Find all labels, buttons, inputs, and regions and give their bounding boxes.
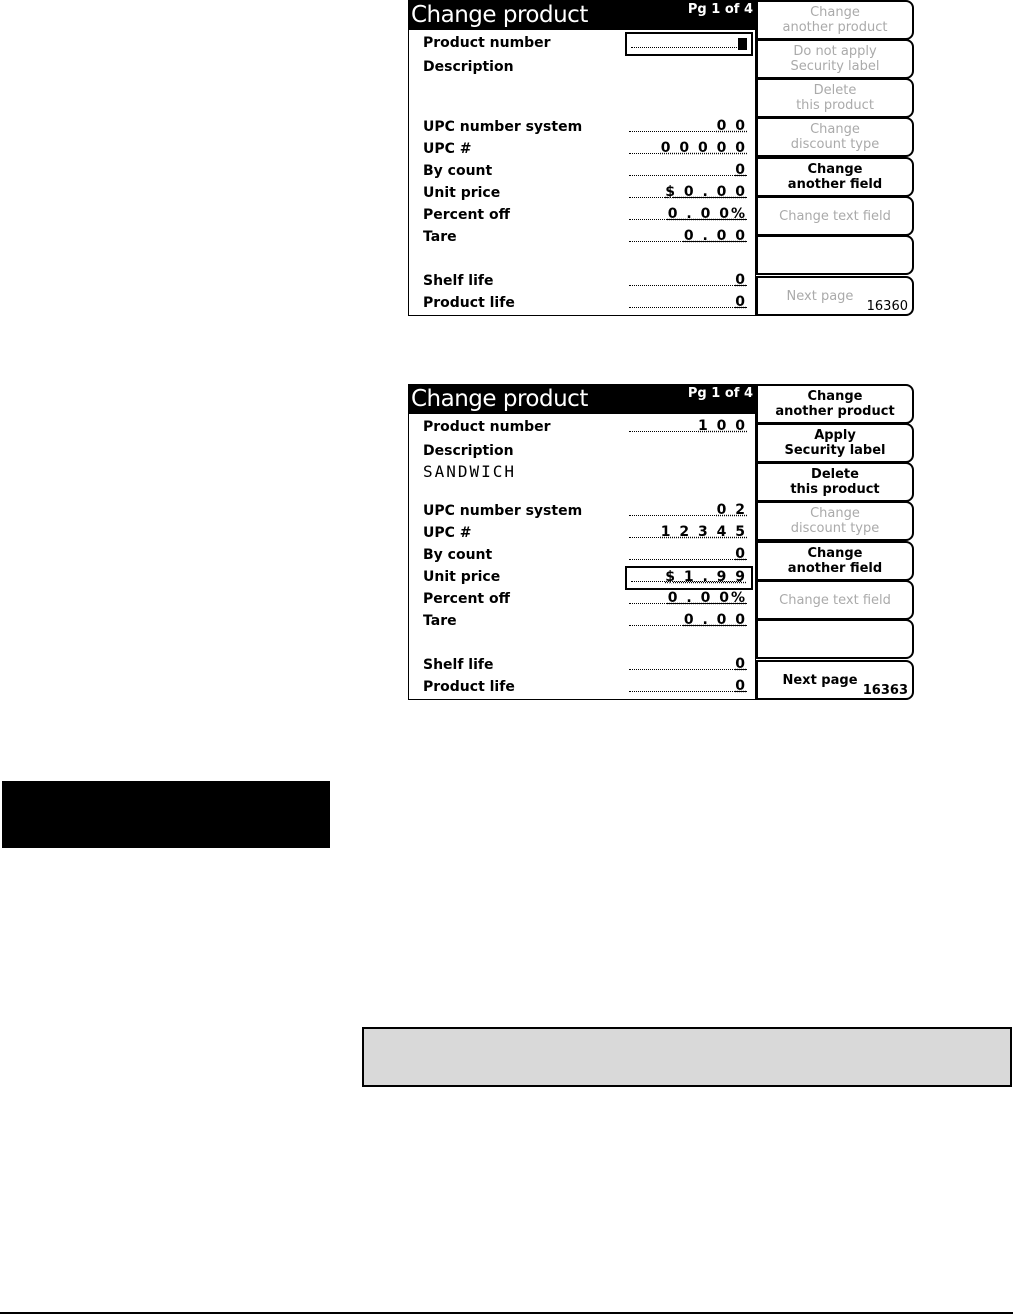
- blank-softkey[interactable]: [756, 619, 914, 659]
- field-label: Product number: [423, 419, 551, 435]
- field-value: 1 2 3 4 5: [660, 524, 747, 540]
- title-bar: [409, 385, 755, 414]
- field-by-count[interactable]: [409, 544, 755, 566]
- dot-leader: [631, 47, 741, 48]
- field-label: Product life: [423, 295, 515, 311]
- change-product-screen-1: [408, 0, 914, 316]
- change-another-product-button[interactable]: Change another product: [756, 384, 914, 424]
- dot-leader: [629, 691, 747, 692]
- apply-security-label-button[interactable]: Apply Security label: [756, 423, 914, 463]
- field-value: 0: [735, 546, 747, 562]
- field-value: 0 2: [716, 502, 747, 518]
- field-label: Product number: [423, 35, 551, 51]
- field-value: 0 . 0 0%: [667, 206, 747, 222]
- softkey-panel: [756, 384, 914, 700]
- dot-leader: [629, 175, 747, 176]
- change-text-field-button[interactable]: Change text field: [756, 196, 914, 236]
- change-text-field-button[interactable]: Change text field: [756, 580, 914, 620]
- text-cursor: [738, 38, 747, 50]
- field-value: 0 0 0 0 0: [660, 140, 747, 156]
- field-value: 0 . 0 0: [683, 612, 747, 628]
- blank-softkey[interactable]: [756, 235, 914, 275]
- field-upc-number-system[interactable]: [409, 116, 755, 138]
- field-percent-off[interactable]: [409, 204, 755, 226]
- field-value: 1 0 0: [698, 418, 747, 434]
- field-label: Tare: [423, 613, 457, 629]
- dot-leader: [629, 669, 747, 670]
- field-value: $ 1 . 9 9: [665, 569, 747, 585]
- field-label: UPC number system: [423, 503, 583, 519]
- field-label: UPC number system: [423, 119, 583, 135]
- product-form: [408, 0, 756, 316]
- page-indicator: Pg 1 of 4: [687, 2, 753, 17]
- next-page-button[interactable]: Next page 16363: [756, 660, 914, 700]
- change-another-product-button[interactable]: Change another product: [756, 0, 914, 40]
- field-label: By count: [423, 163, 493, 179]
- page-bottom-rule: [0, 1312, 1013, 1314]
- softkey-panel: [756, 0, 914, 316]
- field-tare[interactable]: [409, 610, 755, 632]
- field-shelf-life[interactable]: [409, 654, 755, 676]
- field-label: UPC #: [423, 525, 472, 541]
- field-label: Percent off: [423, 591, 510, 607]
- field-tare[interactable]: [409, 226, 755, 248]
- field-value: 0: [735, 294, 747, 310]
- do-not-apply-security-label-button[interactable]: Do not apply Security label: [756, 39, 914, 79]
- next-page-button[interactable]: Next page 16360: [756, 276, 914, 316]
- field-value: 0 0: [716, 118, 747, 134]
- field-value: 0 . 0 0%: [667, 590, 747, 606]
- field-upc[interactable]: [409, 138, 755, 160]
- screen-title: Change product: [411, 386, 588, 412]
- product-number-input[interactable]: [625, 32, 753, 56]
- field-label: Shelf life: [423, 657, 494, 673]
- dot-leader: [629, 285, 747, 286]
- field-product-number[interactable]: [409, 32, 755, 54]
- black-heading-box: [2, 781, 330, 848]
- field-product-number[interactable]: [409, 416, 755, 438]
- field-upc-number-system[interactable]: [409, 500, 755, 522]
- field-unit-price[interactable]: [409, 566, 755, 588]
- page-indicator: Pg 1 of 4: [687, 386, 753, 401]
- dot-leader: [629, 307, 747, 308]
- change-discount-type-button[interactable]: Change discount type: [756, 117, 914, 157]
- change-another-field-button[interactable]: Change another field: [756, 157, 914, 197]
- description-value: SANDWICH: [423, 462, 517, 481]
- field-description[interactable]: [409, 440, 755, 462]
- field-value: 0: [735, 656, 747, 672]
- figure-number: 16363: [862, 683, 908, 698]
- field-by-count[interactable]: [409, 160, 755, 182]
- field-value: 0 . 0 0: [683, 228, 747, 244]
- field-upc[interactable]: [409, 522, 755, 544]
- field-label: Shelf life: [423, 273, 494, 289]
- field-label: Tare: [423, 229, 457, 245]
- unit-price-input[interactable]: [625, 566, 753, 590]
- dot-leader: [629, 559, 747, 560]
- field-label: By count: [423, 547, 493, 563]
- field-value: $ 0 . 0 0: [665, 184, 747, 200]
- field-value: 0: [735, 678, 747, 694]
- change-product-screen-2: [408, 384, 914, 700]
- delete-product-button[interactable]: Delete this product: [756, 78, 914, 118]
- field-value: 0: [735, 162, 747, 178]
- field-label: Product life: [423, 679, 515, 695]
- field-label: Description: [423, 443, 514, 459]
- title-bar: [409, 1, 755, 30]
- change-another-field-button[interactable]: Change another field: [756, 541, 914, 581]
- field-label: UPC #: [423, 141, 472, 157]
- note-box: [362, 1027, 1012, 1087]
- field-label: Unit price: [423, 569, 501, 585]
- field-label: Percent off: [423, 207, 510, 223]
- field-percent-off[interactable]: [409, 588, 755, 610]
- figure-number: 16360: [866, 299, 908, 314]
- product-form: [408, 384, 756, 700]
- change-discount-type-button[interactable]: Change discount type: [756, 501, 914, 541]
- screen-title: Change product: [411, 2, 588, 28]
- delete-product-button[interactable]: Delete this product: [756, 462, 914, 502]
- field-shelf-life[interactable]: [409, 270, 755, 292]
- field-product-life[interactable]: [409, 292, 755, 314]
- field-value: 0: [735, 272, 747, 288]
- field-description[interactable]: [409, 56, 755, 78]
- field-label: Description: [423, 59, 514, 75]
- field-product-life[interactable]: [409, 676, 755, 698]
- field-label: Unit price: [423, 185, 501, 201]
- field-unit-price[interactable]: [409, 182, 755, 204]
